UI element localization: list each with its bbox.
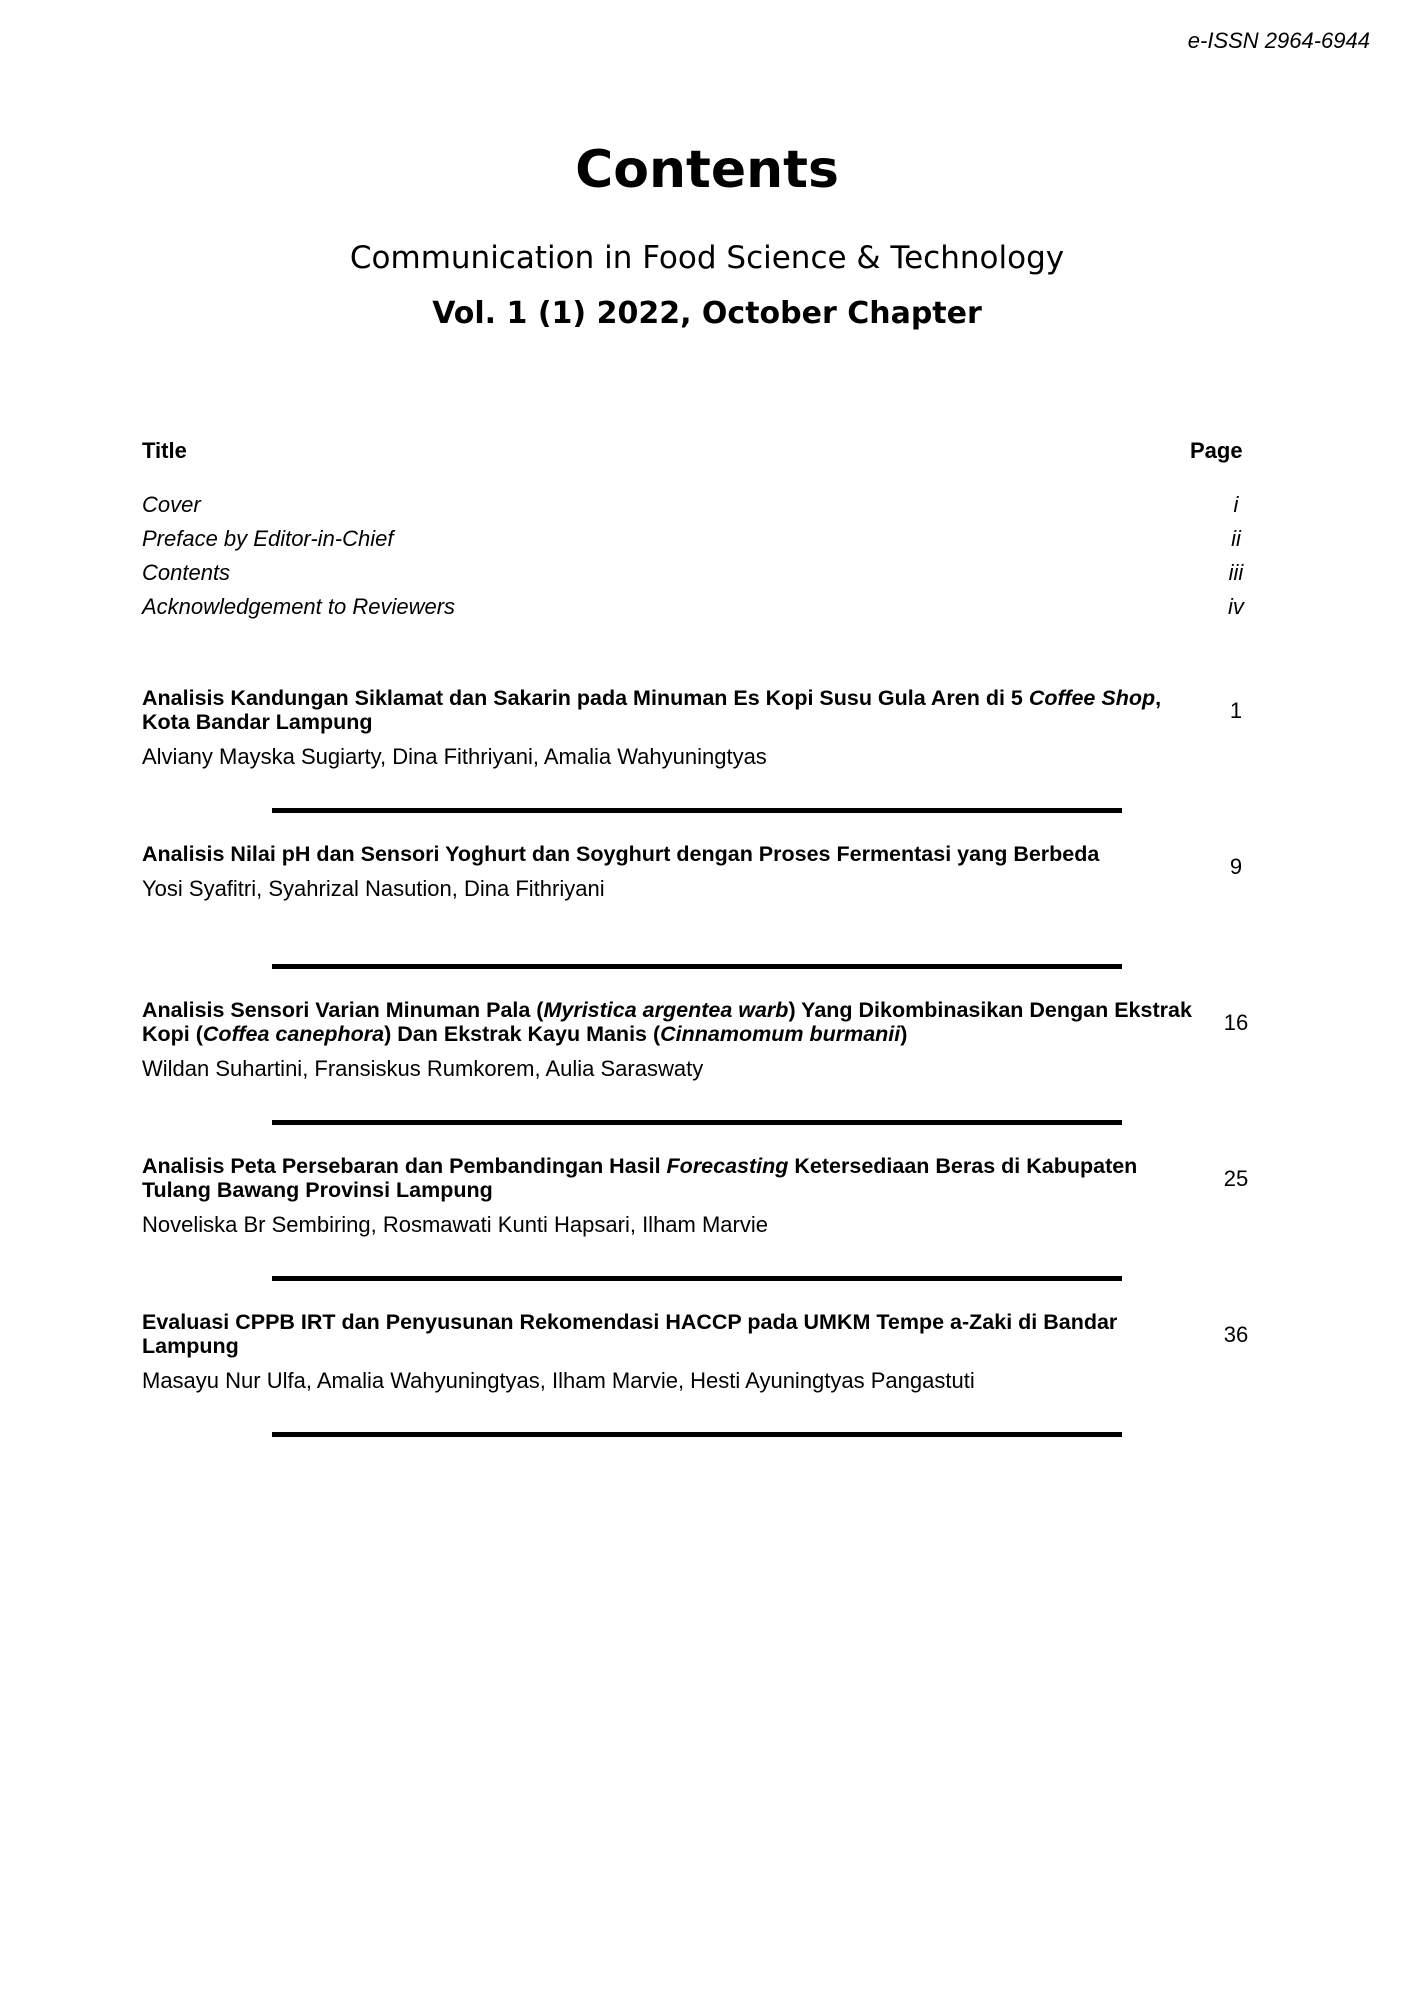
front-matter-label: Acknowledgement to Reviewers bbox=[142, 594, 456, 619]
article-title-part: , Kota Bandar Lampung bbox=[142, 686, 1162, 734]
article-title-part: Analisis Peta Persebaran dan Pembandingan Hasil bbox=[142, 1154, 667, 1178]
front-matter-page: iv bbox=[1228, 594, 1244, 619]
front-matter-label: Contents bbox=[142, 560, 231, 585]
article-authors: Wildan Suhartini, Fransiskus Rumkorem, Aulia Saraswaty bbox=[142, 1056, 704, 1081]
article-authors: Noveliska Br Sembiring, Rosmawati Kunti Hapsari, Ilham Marvie bbox=[142, 1212, 768, 1237]
article-title-part: Analisis Kandungan Siklamat dan Sakarin pada Minuman Es Kopi Susu Gula Aren di 5 bbox=[142, 686, 1029, 710]
article-entry bbox=[142, 1154, 1272, 1238]
front-matter-item bbox=[142, 492, 1272, 518]
article-entry bbox=[142, 842, 1272, 902]
article-title-part: ) Dan Ekstrak Kayu Manis ( bbox=[384, 1022, 661, 1046]
front-matter-page: iii bbox=[1228, 560, 1244, 585]
article-page: 36 bbox=[1223, 1322, 1249, 1347]
journal-name: Communication in Food Science & Technology bbox=[349, 240, 1065, 276]
article-authors: Alviany Mayska Sugiarty, Dina Fithriyani, Amalia Wahyuningtyas bbox=[142, 744, 767, 769]
front-matter-page: ii bbox=[1231, 526, 1241, 551]
issn-label: e-ISSN 2964-6944 bbox=[1187, 28, 1370, 53]
article-title-part: ) bbox=[900, 1022, 908, 1046]
volume-label: Vol. 1 (1) 2022, October Chapter bbox=[432, 296, 982, 331]
article-title[interactable] bbox=[142, 842, 1192, 866]
article-title[interactable] bbox=[142, 998, 1192, 1046]
article-page: 1 bbox=[1229, 698, 1243, 723]
front-matter-label: Cover bbox=[142, 492, 201, 517]
front-matter-item bbox=[142, 560, 1272, 586]
divider bbox=[272, 1276, 1122, 1281]
divider bbox=[272, 1120, 1122, 1125]
article-title[interactable] bbox=[142, 1154, 1192, 1202]
article-entry bbox=[142, 1310, 1272, 1394]
front-matter-item bbox=[142, 594, 1272, 620]
article-entry bbox=[142, 998, 1272, 1082]
article-title-italic-part: Myristica argentea warb bbox=[543, 998, 789, 1022]
divider bbox=[272, 964, 1122, 969]
article-authors: Masayu Nur Ulfa, Amalia Wahyuningtyas, Ilham Marvie, Hesti Ayuningtyas Pangastuti bbox=[142, 1368, 975, 1393]
article-title-part: Analisis Sensori Varian Minuman Pala ( bbox=[142, 998, 544, 1022]
article-page: 16 bbox=[1223, 1010, 1249, 1035]
article-authors: Yosi Syafitri, Syahrizal Nasution, Dina Fithriyani bbox=[142, 876, 605, 901]
article-title[interactable] bbox=[142, 1310, 1192, 1358]
article-title-part: ) Yang Dikombinasikan Dengan Ekstrak Kopi ( bbox=[142, 998, 1192, 1046]
article-page: 9 bbox=[1229, 854, 1243, 879]
title-column-header: Title bbox=[142, 438, 187, 463]
page-title: Contents bbox=[575, 140, 839, 200]
article-title-part: Evaluasi CPPB IRT dan Penyusunan Rekomendasi HACCP pada UMKM Tempe a-Zaki di Bandar Lampung bbox=[142, 1310, 1118, 1358]
article-title-italic-part: Forecasting bbox=[666, 1154, 789, 1178]
page-column-header: Page bbox=[1190, 438, 1243, 463]
front-matter-label: Preface by Editor-in-Chief bbox=[142, 526, 394, 551]
article-title[interactable] bbox=[142, 686, 1192, 734]
front-matter-item bbox=[142, 526, 1272, 552]
article-title-part: Ketersediaan Beras di Kabupaten Tulang Bawang Provinsi Lampung bbox=[142, 1154, 1138, 1202]
article-page: 25 bbox=[1223, 1166, 1249, 1191]
article-title-italic-part: Coffea canephora bbox=[202, 1022, 385, 1046]
article-entry bbox=[142, 686, 1272, 770]
divider bbox=[272, 1432, 1122, 1437]
article-title-italic-part: Coffee Shop bbox=[1028, 686, 1156, 710]
front-matter-page: i bbox=[1233, 492, 1239, 517]
divider bbox=[272, 808, 1122, 813]
article-title-part: Analisis Nilai pH dan Sensori Yoghurt dan Soyghurt dengan Proses Fermentasi yang Berbeda bbox=[142, 842, 1100, 866]
article-title-italic-part: Cinnamomum burmanii bbox=[660, 1022, 901, 1046]
